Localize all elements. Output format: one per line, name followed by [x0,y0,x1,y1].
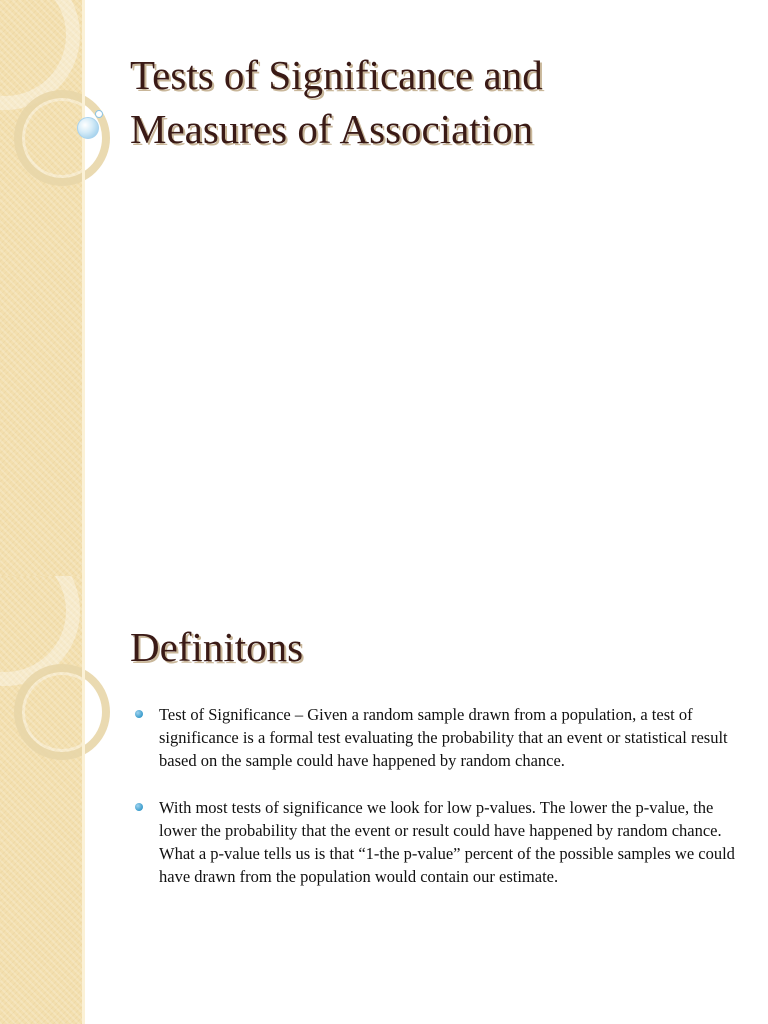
decorative-ring-icon [14,664,110,760]
decorative-band [0,576,84,1024]
slide-title-text [130,48,750,156]
list-item [130,796,740,888]
slide-definitions [0,576,768,1024]
band-edge [82,0,85,576]
title-line-2: Measures of Association [130,106,534,152]
decorative-band [0,0,84,576]
bullet-text: With most tests of significance we look for low p-values. The lower the p-value, the lower the probability that the event or result could have happened by random chance. What a p-value tells us is that “1-the p-value” percent of the possible samples we could have drawn from the population would contain our estimate. [159,798,735,886]
decorative-ring-icon [14,90,110,186]
list-item [130,703,740,772]
bullet-text: Test of Significance – Given a random sample drawn from a population, a test of significance is a formal test evaluating the probability that an event or statistical result based on the sample could have happened by random chance. [159,705,728,770]
bubble-icon [95,110,103,118]
bullet-icon [135,803,143,811]
bullet-icon [135,710,143,718]
title-line-1: Tests of Significance and [130,52,543,98]
band-edge [82,576,85,1024]
bullet-list [130,703,740,912]
bubble-icon [77,117,99,139]
slide-heading: Definitons [130,624,304,670]
